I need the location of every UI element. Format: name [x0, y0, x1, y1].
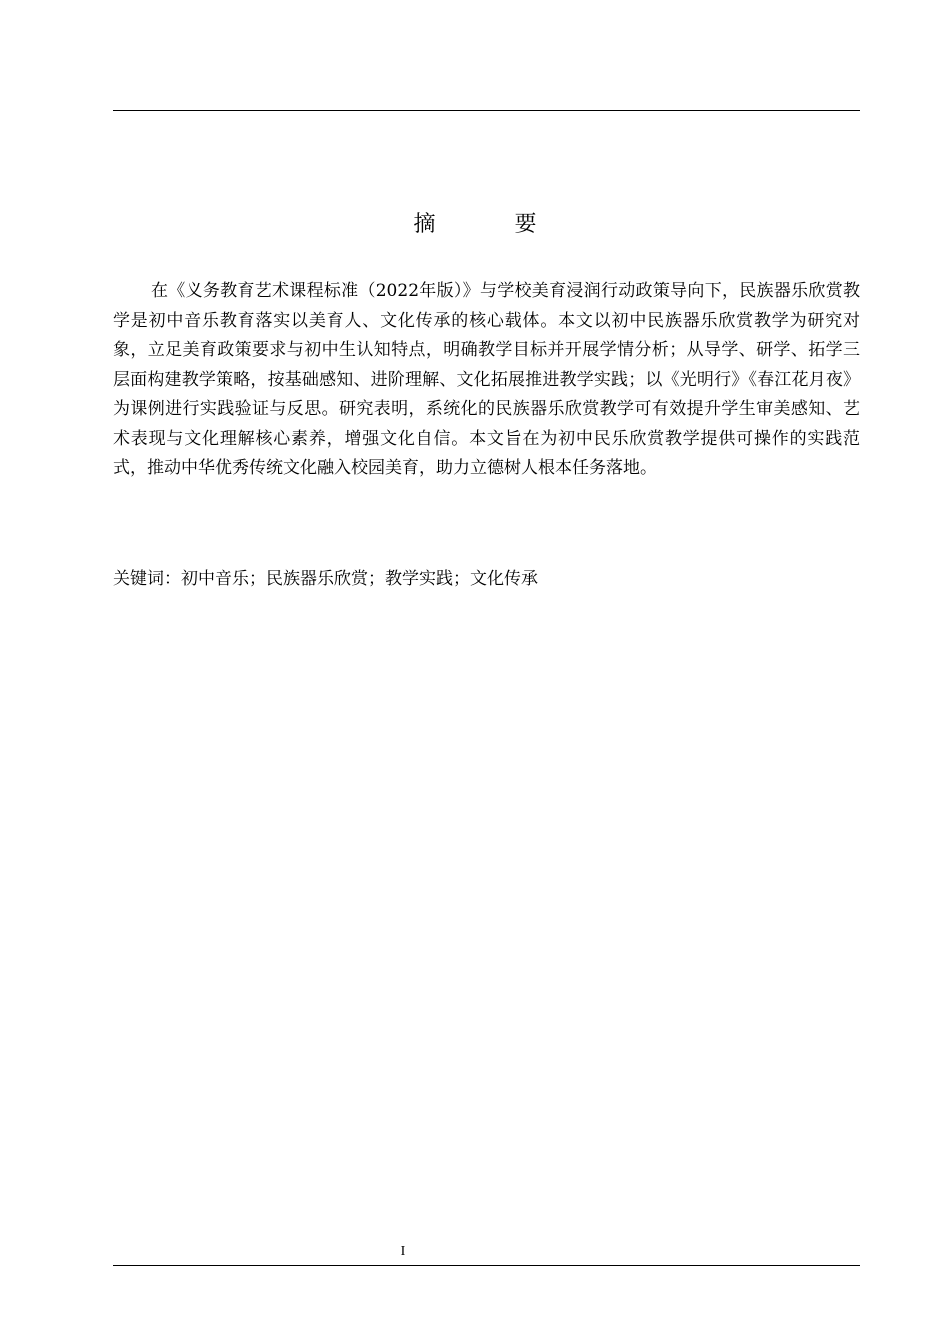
keywords-line [113, 565, 860, 593]
abstract-body: 在《义务教育艺术课程标准（2022年版）》与学校美育浸润行动政策导向下，民族器乐欣赏教学是初中音乐教育落实以美育人、文化传承的核心载体。本文以初中民族器乐欣赏教学为研究对象，立足美育政策要求与初中生认知特点，明确教学目标并开展学情分析；从导学、研学、拓学三层面构建教学策略，按基础感知、进阶理解、文化拓展推进教学实践；以《光明行》《春江花月夜》为课例进行实践验证与反思。研究表明，系统化的民族器乐欣赏教学可有效提升学生审美感知、艺术表现与文化理解核心素养，增强文化自信。本文旨在为初中民乐欣赏教学提供可操作的实践范式，推动中华优秀传统文化融入校园美育，助力立德树人根本任务落地。 [113, 281, 860, 478]
keywords-label: 关键词： [113, 569, 181, 589]
abstract-title: 摘 要 [413, 212, 573, 237]
footer-rule [113, 1265, 860, 1266]
header-rule [113, 110, 860, 111]
keywords-text: 初中音乐；民族器乐欣赏；教学实践；文化传承 [181, 569, 538, 589]
page-number: I [400, 1244, 406, 1259]
